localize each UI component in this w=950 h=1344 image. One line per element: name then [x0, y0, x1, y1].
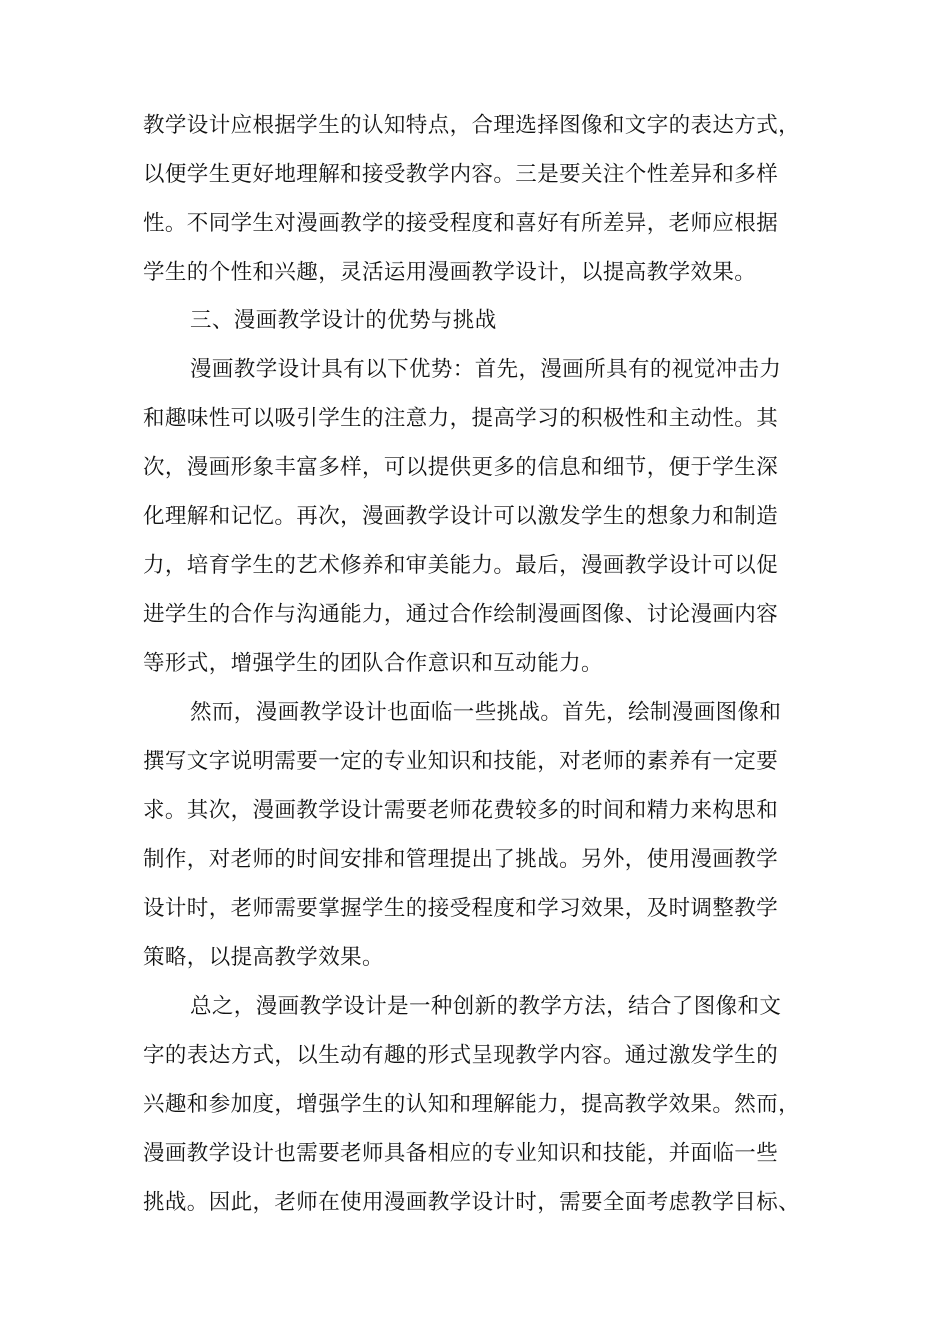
text-line: 学生的个性和兴趣，灵活运用漫画教学设计，以提高教学效果。	[143, 260, 757, 285]
text-line: 兴趣和参加度，增强学生的认知和理解能力，提高教学效果。然而，	[143, 1092, 801, 1117]
text-line: 漫画教学设计也需要老师具备相应的专业知识和技能，并面临一些	[143, 1141, 779, 1166]
text-line: 撰写文字说明需要一定的专业知识和技能，对老师的素养有一定要	[143, 749, 779, 774]
text-line: 和趣味性可以吸引学生的注意力，提高学习的积极性和主动性。其	[143, 406, 779, 431]
text-line: 制作，对老师的时间安排和管理提出了挑战。另外，使用漫画教学	[143, 847, 779, 872]
text-line: 化理解和记忆。再次，漫画教学设计可以激发学生的想象力和制造	[143, 504, 779, 529]
section-heading: 三、漫画教学设计的优势与挑战	[190, 308, 497, 333]
text-line: 等形式，增强学生的团队合作意识和互动能力。	[143, 651, 603, 676]
text-line: 性。不同学生对漫画教学的接受程度和喜好有所差异，老师应根据	[143, 211, 779, 236]
text-line: 教学设计应根据学生的认知特点，合理选择图像和文字的表达方式，	[143, 113, 801, 138]
text-line: 力，培育学生的艺术修养和审美能力。最后，漫画教学设计可以促	[143, 553, 779, 578]
text-line: 总之，漫画教学设计是一种创新的教学方法，结合了图像和文	[190, 994, 782, 1019]
text-line: 次，漫画形象丰富多样，可以提供更多的信息和细节，便于学生深	[143, 455, 779, 480]
text-line: 求。其次，漫画教学设计需要老师花费较多的时间和精力来构思和	[143, 798, 779, 823]
text-line: 以便学生更好地理解和接受教学内容。三是要关注个性差异和多样	[143, 162, 779, 187]
text-line: 进学生的合作与沟通能力，通过合作绘制漫画图像、讨论漫画内容	[143, 602, 779, 627]
text-line: 字的表达方式，以生动有趣的形式呈现教学内容。通过激发学生的	[143, 1043, 779, 1068]
text-line: 然而，漫画教学设计也面临一些挑战。首先，绘制漫画图像和	[190, 700, 782, 725]
text-line: 设计时，老师需要掌握学生的接受程度和学习效果，及时调整教学	[143, 896, 779, 921]
text-line: 漫画教学设计具有以下优势：首先，漫画所具有的视觉冲击力	[190, 357, 782, 382]
text-line: 策略，以提高教学效果。	[143, 945, 384, 970]
text-line: 挑战。因此，老师在使用漫画教学设计时，需要全面考虑教学目标、	[143, 1190, 801, 1215]
